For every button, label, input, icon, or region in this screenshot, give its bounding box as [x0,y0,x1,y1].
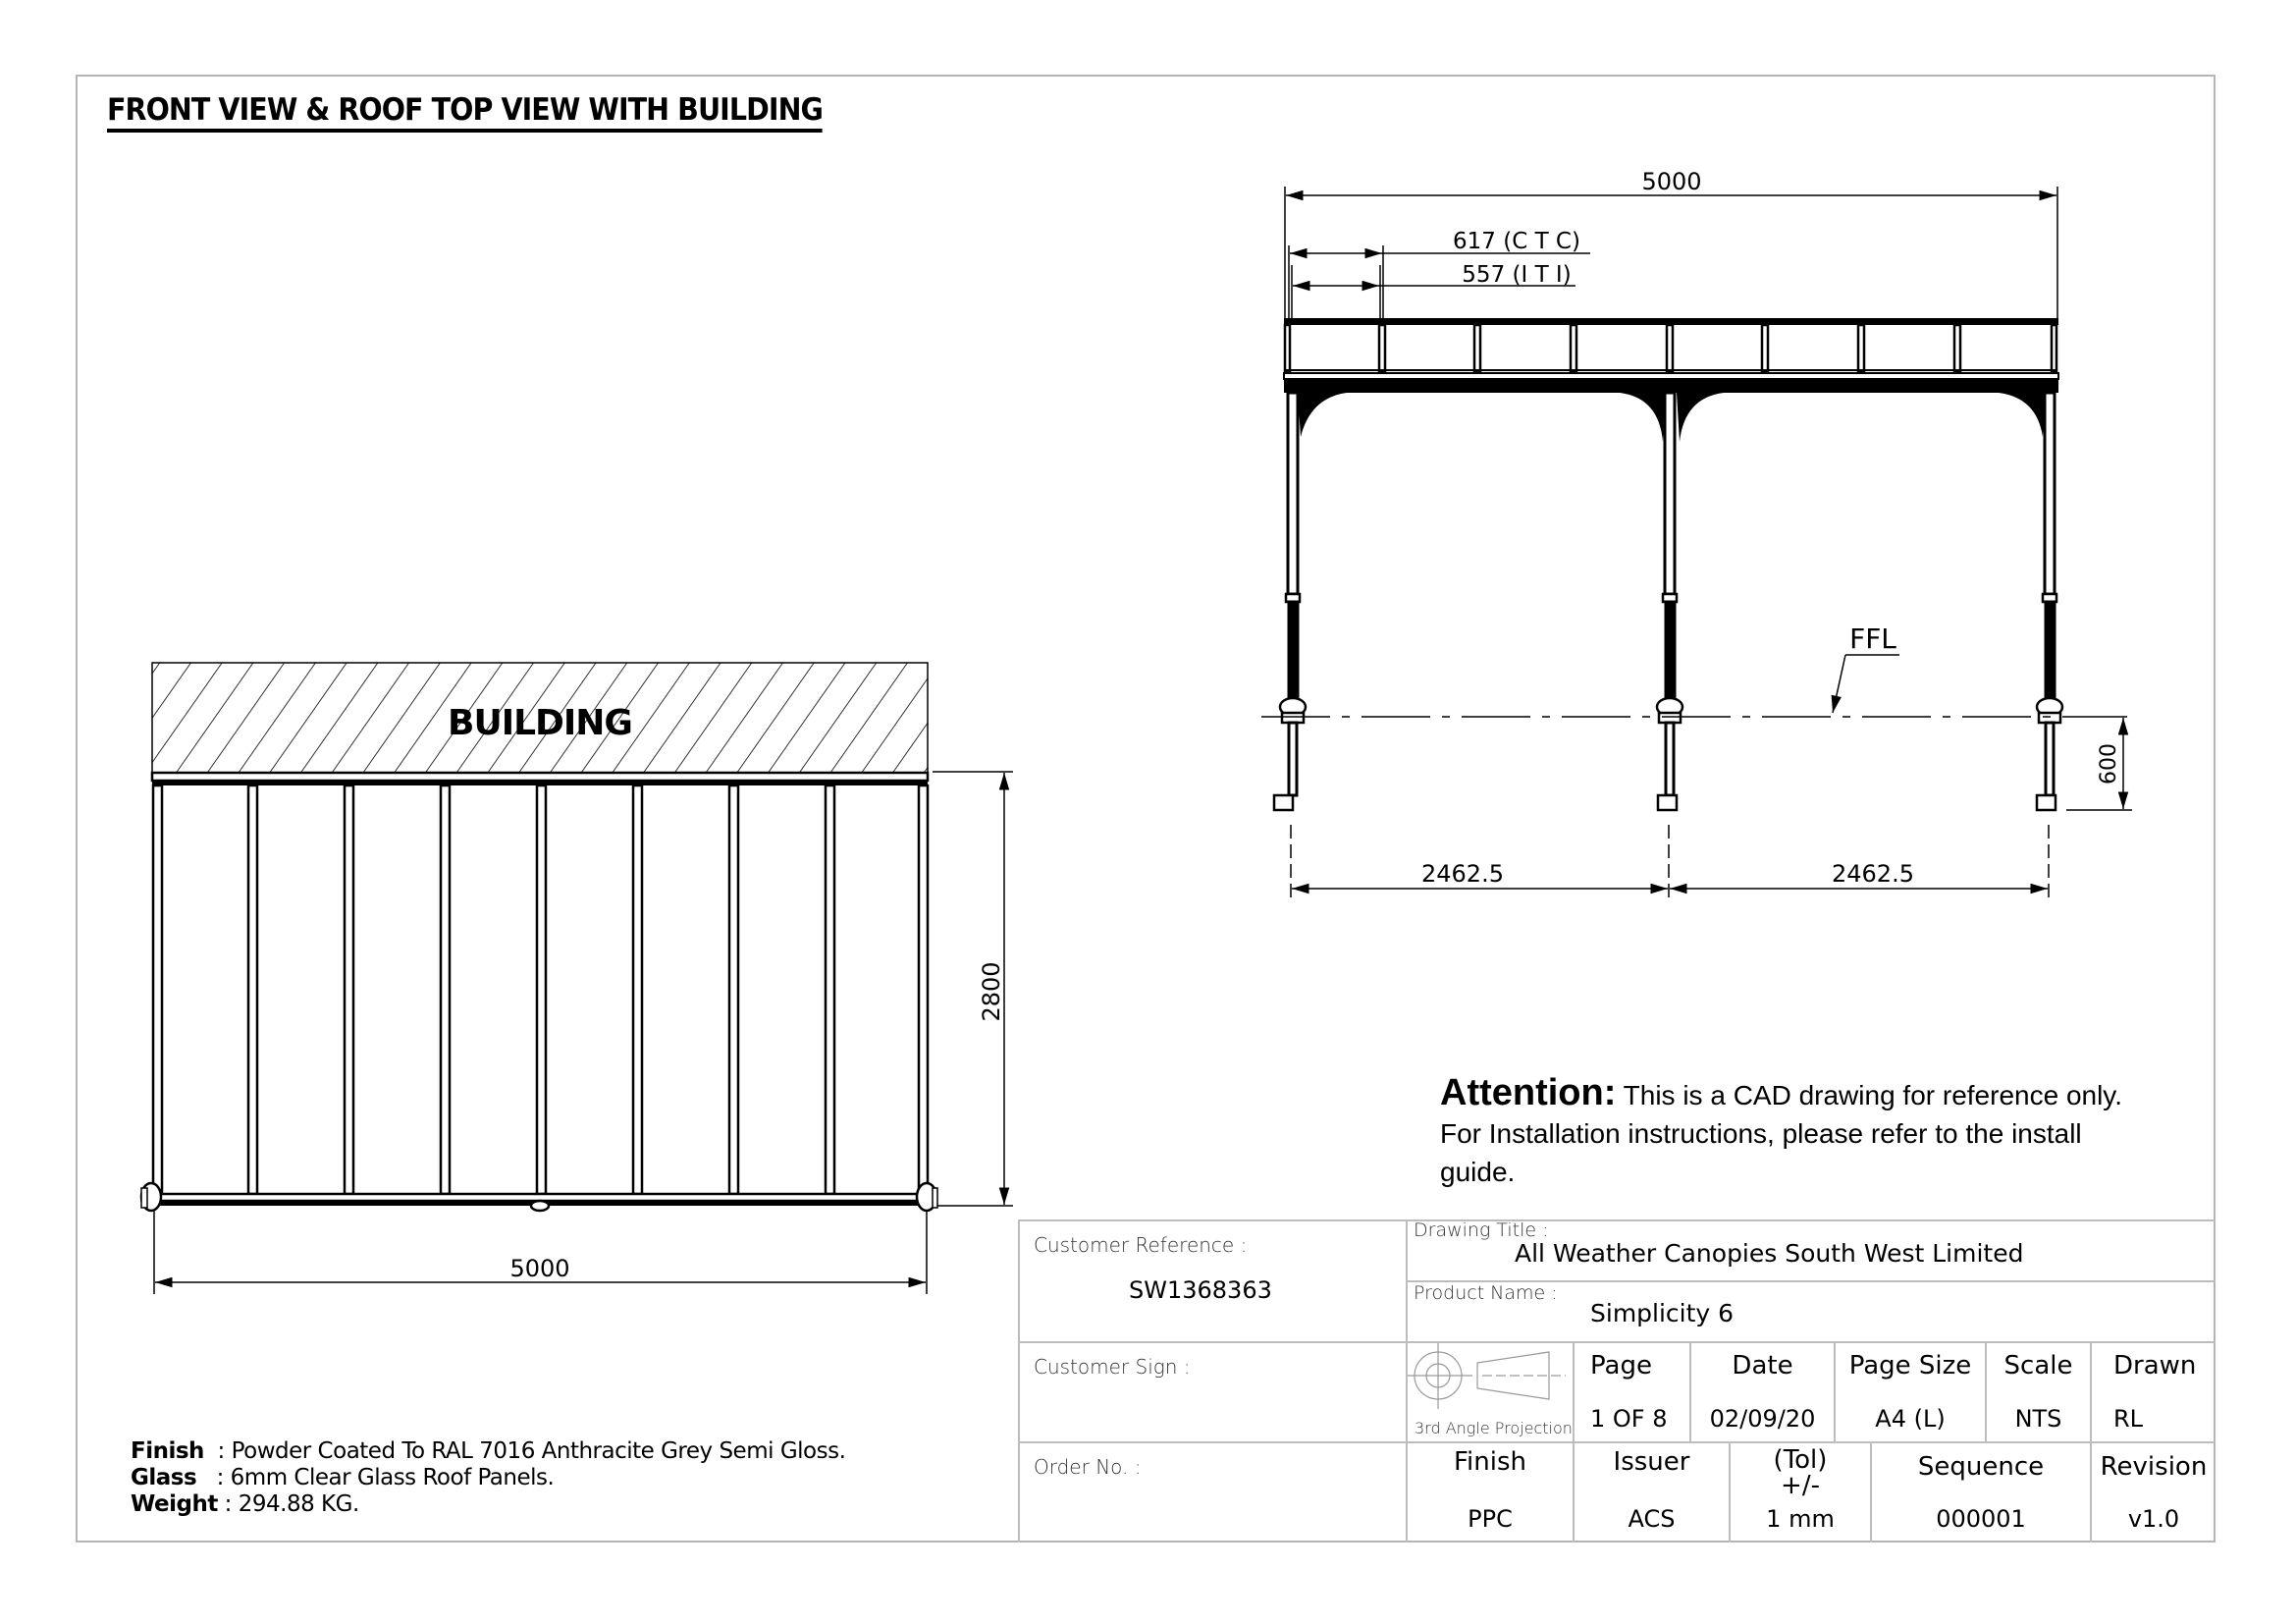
drawing-title-value: All Weather Canopies South West Limited [1515,1239,2024,1268]
product-name-value: Simplicity 6 [1590,1299,1735,1327]
scale-head: Scale [2003,1351,2073,1380]
tolerance-value: 1 mm [1766,1505,1835,1533]
scale-value: NTS [2014,1405,2062,1433]
customer-reference-value: SW1368363 [1129,1276,1272,1304]
note-weight: Weight : 294.88 KG. [131,1491,359,1517]
tolerance-head-line2: +/- [1781,1471,1820,1500]
projection-label: 3rd Angle Projection [1415,1419,1573,1437]
page-title: FRONT VIEW & ROOF TOP VIEW WITH BUILDING [107,92,823,133]
roof-frame [1284,318,2058,393]
ffl-label: FFL [1849,623,1896,655]
tolerance-head-line1: (Tol) [1773,1445,1828,1475]
revision-value: v1.0 [2127,1505,2180,1533]
attention-line-2: For Installation instructions, please refer to the install [1440,1118,2082,1149]
note-glass: Glass : 6mm Clear Glass Roof Panels. [131,1465,555,1490]
post-spacing-left-label: 2462.5 [1421,860,1504,888]
post-spacing-dimensions [1291,825,2049,898]
below-ground-label: 600 [2097,743,2121,785]
product-name-label: Product Name : [1414,1282,1558,1304]
customer-reference-label: Customer Reference : [1034,1233,1248,1257]
attention-label: Attention: [1440,1072,1617,1113]
note-finish: Finish : Powder Coated To RAL 7016 Anthracite Grey Semi Gloss. [131,1438,846,1464]
drawing-title-label: Drawing Title : [1414,1219,1549,1241]
building-label: BUILDING [448,703,632,743]
side-view [1261,168,2132,898]
date-head: Date [1732,1351,1793,1380]
finish-head: Finish [1453,1447,1526,1477]
spec-notes [131,1438,845,1518]
attention-note [1440,1074,2206,1191]
front-height-label: 2800 [978,961,1005,1022]
sequence-head: Sequence [1917,1452,2045,1482]
page-head: Page [1590,1351,1652,1380]
front-view [141,663,1013,1294]
order-no-label: Order No. : [1034,1455,1142,1479]
ffl-leader [1833,655,1899,713]
attention-line-3: guide. [1440,1157,1516,1187]
drawn-value: RL [2113,1405,2144,1433]
revision-head: Revision [2100,1452,2208,1482]
issuer-head: Issuer [1613,1447,1690,1477]
page-size-value: A4 (L) [1875,1405,1946,1433]
posts [1274,393,2062,810]
third-angle-projection-icon [1408,1343,1566,1409]
customer-sign-label: Customer Sign : [1034,1355,1191,1379]
rafters [153,785,928,1194]
sequence-value: 000001 [1936,1505,2026,1533]
drawn-head: Drawn [2113,1351,2197,1380]
iti-label: 557 (I T I) [1462,262,1572,288]
front-width-label: 5000 [509,1255,570,1282]
overall-width-label: 5000 [1641,168,1702,195]
ctc-label: 617 (C T C) [1453,229,1580,254]
page-value: 1 OF 8 [1590,1405,1668,1433]
finish-value: PPC [1468,1505,1513,1533]
wall-plate [152,773,928,781]
page-size-head: Page Size [1848,1351,1972,1380]
post-spacing-right-label: 2462.5 [1832,860,1914,888]
attention-line-1: This is a CAD drawing for reference only. [1616,1080,2123,1110]
issuer-value: ACS [1628,1505,1676,1533]
date-value: 02/09/20 [1709,1405,1816,1433]
tolerance-head [1731,1447,1870,1498]
